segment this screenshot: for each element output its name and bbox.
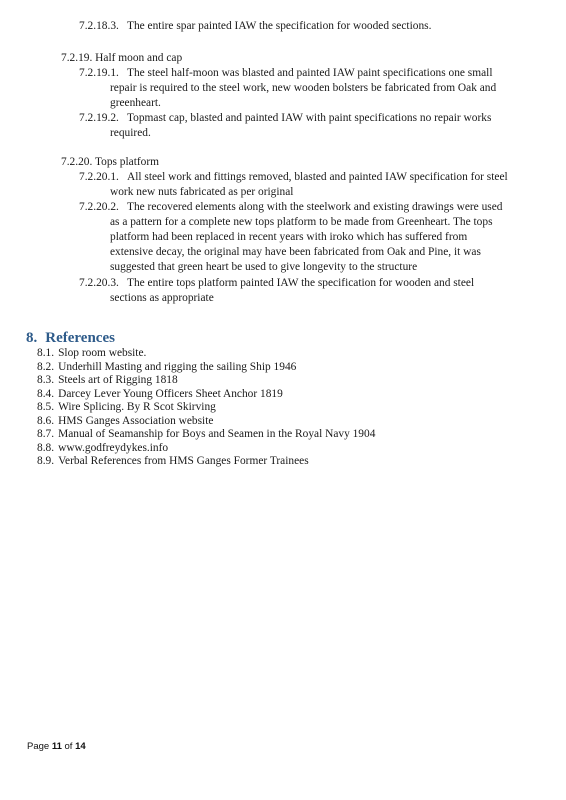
section-heading-references [26, 328, 115, 348]
paragraph-number: 7.2.19.1. [79, 67, 119, 79]
reference-text: Steels art of Rigging 1818 [58, 374, 178, 386]
paragraph-text-continued: suggested that green heart be used to give longevity to the structure [110, 261, 418, 273]
reference-text: Slop room website. [58, 347, 147, 359]
list-item [37, 388, 375, 402]
reference-number: 8.5. [37, 401, 55, 413]
paragraph-text-continued: work new nuts fabricated as per original [110, 186, 294, 198]
reference-text: www.godfreydykes.info [58, 441, 169, 454]
paragraph-7-2-20-1 [79, 170, 519, 200]
reference-number: 8.2. [37, 360, 55, 373]
reference-text: Underhill Masting and rigging the sailing Ship 1946 [58, 360, 297, 373]
list-item [37, 361, 375, 375]
reference-number: 8.8. [37, 441, 55, 454]
reference-number: 8.3. [37, 374, 55, 386]
list-item [37, 374, 375, 388]
subheading-7-2-19: 7.2.19. Half moon and cap [61, 52, 183, 64]
list-item [37, 347, 375, 361]
paragraph-text: The entire tops platform painted IAW the specification for wooden and steel [127, 277, 475, 289]
paragraph-text-continued: sections as appropriate [110, 292, 214, 304]
paragraph-number: 7.2.20.2. [79, 201, 119, 213]
paragraph-7-2-18-3 [79, 19, 519, 34]
reference-text: Verbal References from HMS Ganges Former Trainees [58, 455, 309, 467]
subheading-7-2-20: 7.2.20. Tops platform [61, 156, 160, 168]
paragraph-7-2-20-2 [79, 200, 519, 275]
paragraph-text-continued: greenheart. [110, 97, 161, 109]
page-label: Page [27, 741, 50, 752]
reference-text: Manual of Seamanship for Boys and Seamen in the Royal Navy 1904 [58, 428, 376, 440]
reference-number: 8.9. [37, 455, 55, 467]
paragraph-text-continued: platform had been replaced in recent years with iroko which has suffered from [110, 231, 468, 243]
paragraph-text: The entire spar painted IAW the specification for wooded sections. [127, 20, 432, 32]
paragraph-7-2-19-1 [79, 66, 519, 111]
paragraph-number: 7.2.18.3. [79, 20, 119, 32]
section-title: References [45, 330, 115, 346]
reference-text: Wire Splicing. By R Scot Skirving [58, 401, 216, 413]
list-item [37, 428, 375, 442]
paragraph-number: 7.2.20.3. [79, 277, 119, 289]
list-item [37, 455, 375, 469]
paragraph-number: 7.2.20.1. [79, 171, 119, 183]
page-total: 14 [75, 741, 86, 752]
section-number: 8. [26, 330, 38, 346]
paragraph-text-continued: repair is required to the steel work, new wooden bolsters be fabricated from Oak and [110, 82, 497, 94]
paragraph-7-2-19-2 [79, 111, 519, 141]
paragraph-text-continued: required. [110, 127, 151, 139]
list-item [37, 415, 375, 429]
list-item [37, 442, 375, 456]
page-current: 11 [51, 741, 62, 752]
paragraph-7-2-20-3 [79, 276, 519, 306]
paragraph-text: The steel half-moon was blasted and painted IAW paint specifications one small [127, 67, 493, 79]
paragraph-text-continued: extensive decay, the original may have been fabricated from Oak and Pine, it was [110, 246, 481, 258]
paragraph-text-continued: as a pattern for a complete new tops platform to be made from Greenheart. The tops [110, 216, 493, 228]
paragraph-text: Topmast cap, blasted and painted IAW with paint specifications no repair works [127, 112, 492, 124]
paragraph-text: The recovered elements along with the steelwork and existing drawings were used [127, 201, 503, 213]
of-label: of [64, 741, 73, 752]
reference-number: 8.6. [37, 414, 55, 427]
list-item [37, 401, 375, 415]
reference-number: 8.7. [37, 428, 55, 440]
reference-number: 8.1. [37, 347, 55, 359]
reference-text: Darcey Lever Young Officers Sheet Anchor 1819 [58, 387, 283, 400]
paragraph-text: All steel work and fittings removed, blasted and painted IAW specification for steel [127, 171, 508, 183]
references-list [37, 347, 375, 469]
reference-number: 8.4. [37, 387, 55, 400]
reference-text: HMS Ganges Association website [58, 414, 214, 427]
paragraph-number: 7.2.19.2. [79, 112, 119, 124]
page-footer [27, 739, 86, 754]
